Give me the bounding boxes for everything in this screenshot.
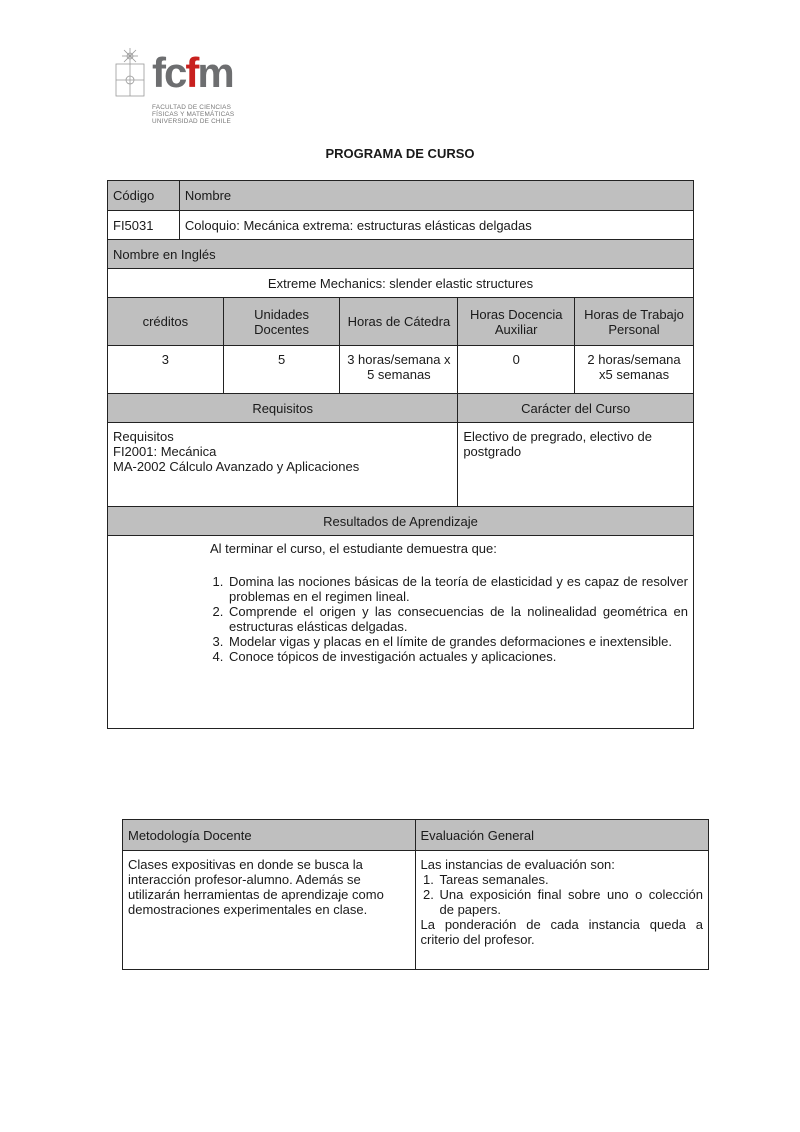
list-item: 1. Tareas semanales. [438,872,704,887]
list-item: 3. Modelar vigas y placas en el límite de grandes deformaciones e inextensible. [227,634,688,649]
value-catedra: 3 horas/semana x 5 semanas [340,346,458,394]
value-creditos: 3 [108,346,224,394]
value-personal: 2 horas/semana x5 semanas [575,346,694,394]
methods-table [122,819,709,970]
header-catedra: Horas de Cátedra [340,298,458,346]
course-name: Coloquio: Mecánica extrema: estructuras elásticas delgadas [179,211,693,240]
list-item: 2. Comprende el origen y las consecuencias de la nolinealidad geométrica en estructuras elásticas delgadas. [227,604,688,634]
header-creditos: créditos [108,298,224,346]
fcfm-logo [112,46,242,132]
metodologia-label: Metodología Docente [123,820,416,851]
value-auxiliar: 0 [458,346,575,394]
header-auxiliar: Horas Docencia Auxiliar [458,298,575,346]
code-label: Código [108,181,180,211]
header-unidades: Unidades Docentes [223,298,340,346]
course-table [107,180,694,729]
caracter-label: Carácter del Curso [458,394,694,423]
page-title: PROGRAMA DE CURSO [325,146,475,161]
resultados-label: Resultados de Aprendizaje [108,507,694,536]
list-item: 4. Conoce tópicos de investigación actuales y aplicaciones. [227,649,688,664]
list-item: 1. Domina las nociones básicas de la teoría de elasticidad y es capaz de resolver problemas en el regimen lineal. [227,574,688,604]
faculty-name: FACULTAD DE CIENCIAS FÍSICAS Y MATEMÁTICAS UNIVERSIDAD DE CHILE [152,104,235,125]
evaluacion-content: Las instancias de evaluación son: 1. Tareas semanales. 2. Una exposición final sobre uno o colección de papers. La ponderación de cada instancia queda a criterio del profesor. [415,851,709,970]
resultados-list [210,574,688,664]
resultados-content: Al terminar el curso, el estudiante demuestra que: 1. Domina las nociones básicas de la teoría de elasticidad y es capaz de resolver problemas en el regimen lineal. 2. Comprende el origen y las consecuencias de la nolinealidad geométrica en estructuras elásticas delgadas. 3. Modelar vigas y placas en el límite de grandes deformaciones e inextensible. 4. Conoce tópicos de investigación actuales y aplicaciones. [108,536,694,729]
name-label: Nombre [179,181,693,211]
caracter-value: Electivo de pregrado, electivo de postgrado [458,423,694,507]
university-crest-icon [112,46,148,100]
list-item: 2. Una exposición final sobre uno o colección de papers. [438,887,704,917]
english-name: Extreme Mechanics: slender elastic structures [108,269,694,298]
metodologia-text: Clases expositivas en donde se busca la interacción profesor-alumno. Además se utilizarán herramientas de aprendizaje como demostraciones experimentales en clase. [123,851,416,970]
requisitos-list: Requisitos FI2001: Mecánica MA-2002 Cálculo Avanzado y Aplicaciones [108,423,458,507]
requisitos-label: Requisitos [108,394,458,423]
evaluacion-label: Evaluación General [415,820,709,851]
course-code: FI5031 [108,211,180,240]
english-name-label: Nombre en Inglés [108,240,694,269]
brand-wordmark: fcfm [152,49,233,96]
value-unidades: 5 [223,346,340,394]
header-personal: Horas de Trabajo Personal [575,298,694,346]
evaluacion-list [421,872,704,917]
